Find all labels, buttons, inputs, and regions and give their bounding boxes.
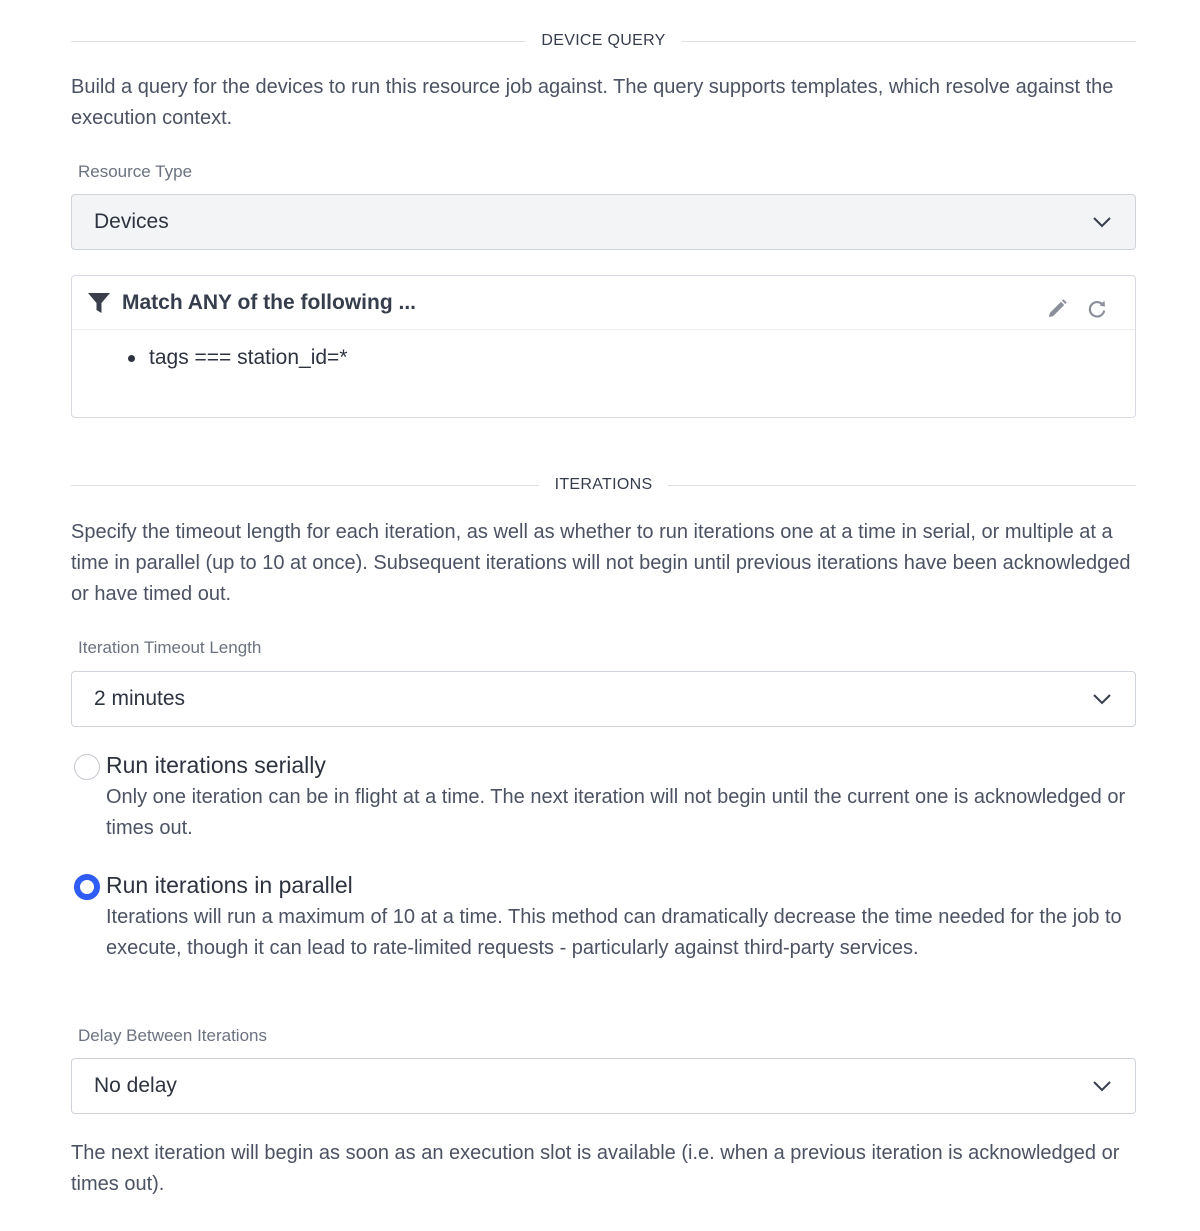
device-query-description: Build a query for the devices to run this resource job against. The query supports templates, which resolve against the execution context. xyxy=(71,76,1114,129)
chevron-down-icon xyxy=(1091,211,1113,233)
query-header xyxy=(72,276,1135,330)
radio-serial-option[interactable] xyxy=(74,754,1136,844)
iterations-divider xyxy=(71,475,1136,495)
radio-parallel-title[interactable]: Run iterations in parallel xyxy=(106,872,353,898)
query-title: Match ANY of the following ... xyxy=(122,290,416,314)
radio-serial[interactable] xyxy=(74,754,100,780)
radio-parallel[interactable] xyxy=(74,874,100,900)
pencil-icon[interactable] xyxy=(1045,297,1069,321)
timeout-label: Iteration Timeout Length xyxy=(78,638,262,657)
refresh-icon[interactable] xyxy=(1085,297,1109,321)
delay-value: No delay xyxy=(94,1074,177,1097)
device-query-box xyxy=(71,275,1136,418)
timeout-select[interactable] xyxy=(71,671,1136,727)
resource-type-select[interactable] xyxy=(71,194,1136,250)
query-rule-text: tags === station_id=* xyxy=(149,346,348,369)
resource-type-label: Resource Type xyxy=(78,162,193,181)
delay-select[interactable] xyxy=(71,1058,1136,1114)
delay-help-text: The next iteration will begin as soon as an execution slot is available (i.e. when a previous iteration is acknowledged or times out). xyxy=(71,1142,1120,1195)
iterations-section-title: ITERATIONS xyxy=(554,476,653,493)
radio-parallel-description: Iterations will run a maximum of 10 at a time. This method can dramatically decrease the time needed for the job to execute, though it can lead to rate-limited requests - particularly against third-party services. xyxy=(106,906,1122,959)
filter-icon xyxy=(86,290,112,316)
resource-type-value: Devices xyxy=(94,210,169,233)
timeout-value: 2 minutes xyxy=(94,687,186,710)
chevron-down-icon xyxy=(1091,688,1113,710)
iterations-description: Specify the timeout length for each iteration, as well as whether to run iterations one at a time in serial, or multiple at a time in parallel (up to 10 at once). Subsequent iterations will not begin until previous iterations have been acknowledged or have timed out. xyxy=(71,521,1131,605)
radio-serial-title[interactable]: Run iterations serially xyxy=(106,752,326,778)
radio-serial-description: Only one iteration can be in flight at a time. The next iteration will not begin until the current one is acknowledged or times out. xyxy=(106,786,1126,839)
delay-label: Delay Between Iterations xyxy=(78,1026,267,1045)
query-rule xyxy=(128,346,348,370)
device-query-divider xyxy=(71,31,1136,51)
chevron-down-icon xyxy=(1091,1075,1113,1097)
device-query-section-title: DEVICE QUERY xyxy=(541,32,666,49)
radio-parallel-option[interactable] xyxy=(74,874,1136,999)
